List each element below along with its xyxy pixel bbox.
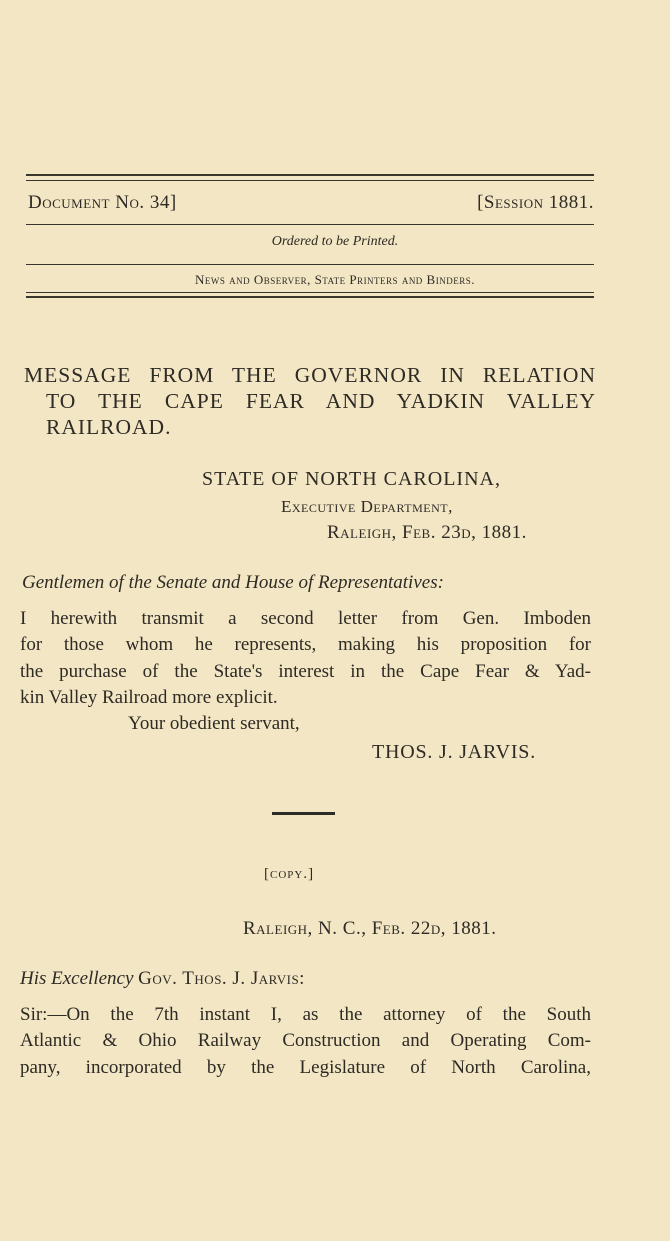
closing: Your obedient servant, — [128, 713, 300, 734]
section-divider — [272, 812, 335, 815]
place-date: Raleigh, Feb. 23d, 1881. — [327, 522, 527, 543]
ordered-rule — [26, 264, 594, 265]
letter-place-date: Raleigh, N. C., Feb. 22d, 1881. — [243, 918, 497, 939]
printers-line: News and Observer, State Printers and Binders. — [195, 272, 475, 287]
salutation: Gentlemen of the Senate and House of Representatives: — [22, 572, 444, 593]
letter-line: Sir:—On the 7th instant I, as the attorney of the South — [20, 1004, 591, 1025]
addressee-italic: His Excellency — [20, 968, 134, 989]
addressee — [20, 968, 305, 990]
header-rule — [26, 224, 594, 225]
message-line: kin Valley Railroad more explicit. — [20, 686, 278, 708]
ordered-printed-line: Ordered to be Printed. — [271, 234, 399, 249]
bottom-double-rule — [26, 292, 594, 293]
message-body — [20, 606, 591, 711]
title-line-3: RAILROAD. — [46, 415, 172, 439]
message-line: for those whom he represents, making his proposition for — [20, 634, 591, 656]
title-line-1: MESSAGE FROM THE GOVERNOR IN RELATION — [24, 363, 596, 387]
document-title — [24, 362, 596, 440]
letter-line: pany, incorporated by the Legislature of North Carolina, — [20, 1056, 591, 1078]
signature: THOS. J. JARVIS. — [372, 741, 537, 763]
letter-line: Atlantic & Ohio Railway Construction and Operating Com- — [20, 1030, 591, 1052]
message-line: the purchase of the State's interest in the Cape Fear & Yad- — [20, 660, 591, 682]
bottom-double-rule-thick — [26, 296, 594, 298]
title-line-2: TO THE CAPE FEAR AND YADKIN VALLEY — [46, 389, 596, 413]
state-heading: STATE OF NORTH CAROLINA, — [202, 468, 501, 490]
session-label: [Session 1881. — [477, 192, 594, 213]
executive-department: Executive Department, — [281, 497, 453, 516]
addressee-name: Gov. Thos. J. Jarvis: — [138, 968, 305, 989]
letter-body — [20, 1002, 591, 1081]
top-double-rule-thin — [26, 180, 594, 181]
document-number: Document No. 34] — [28, 192, 177, 213]
copy-label: [copy.] — [264, 866, 315, 882]
message-line: I herewith transmit a second letter from Gen. Imboden — [20, 608, 591, 629]
top-double-rule — [26, 174, 594, 176]
